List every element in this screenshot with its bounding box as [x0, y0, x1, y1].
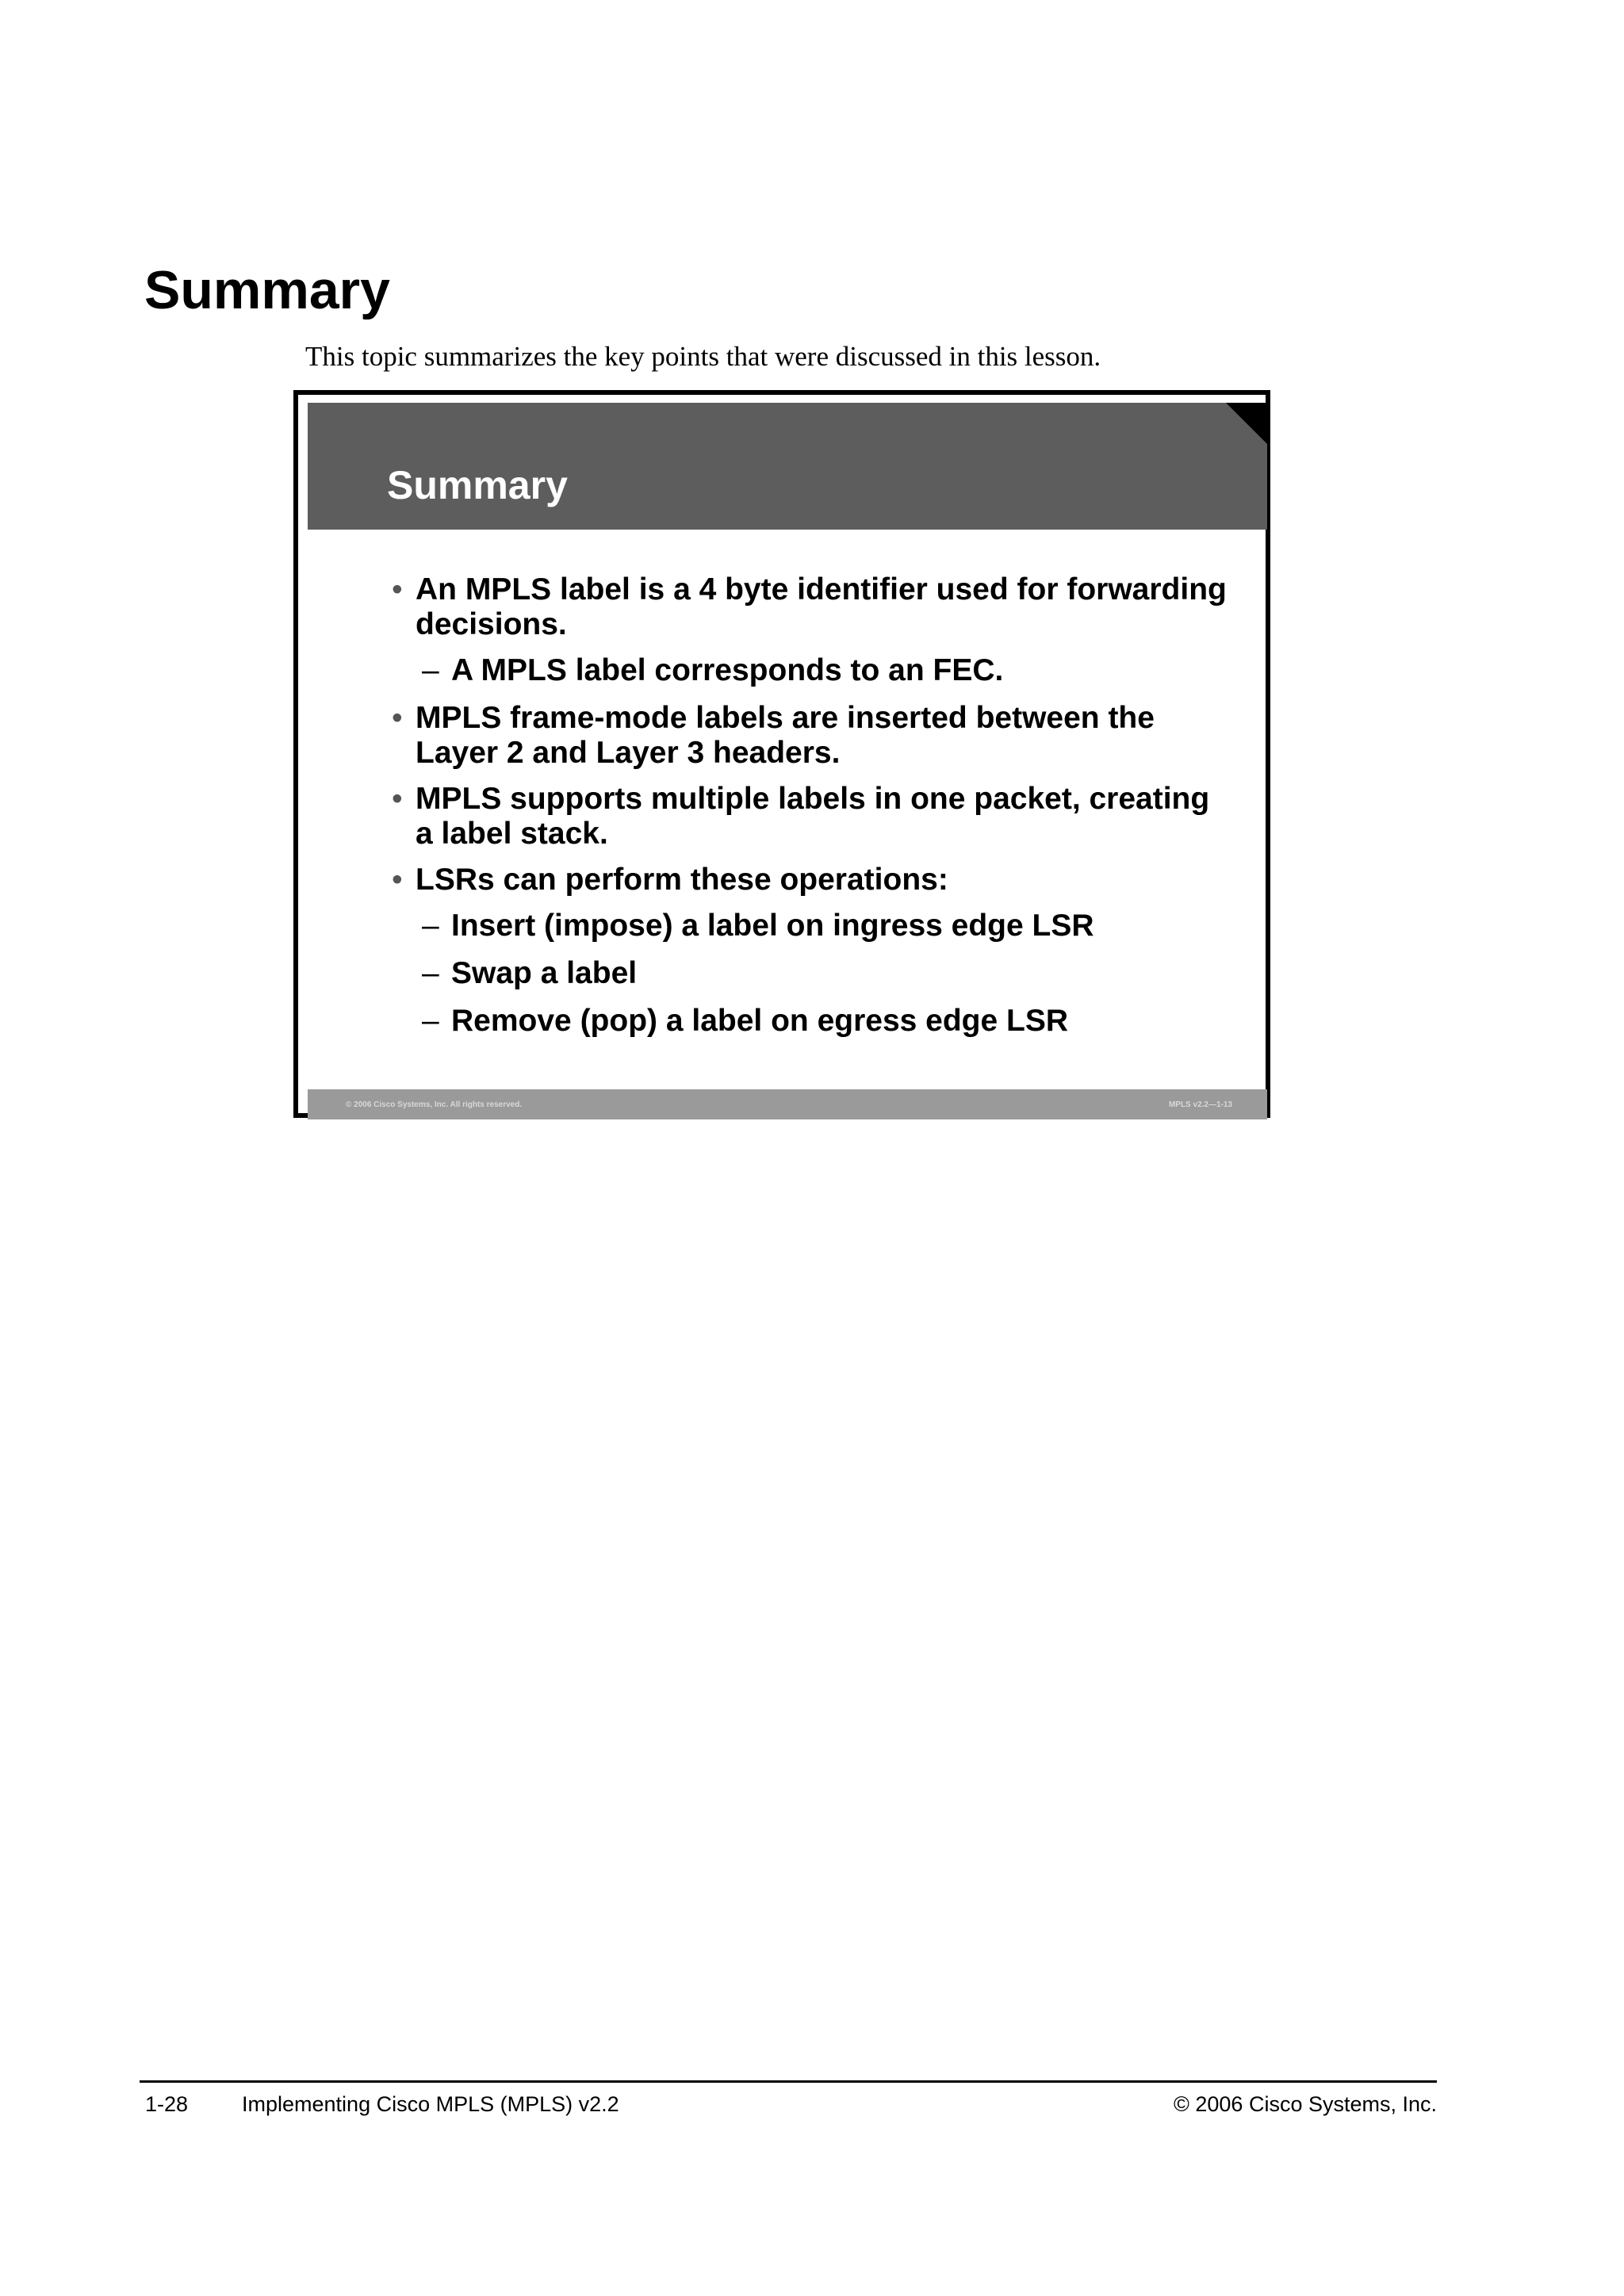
slide-frame	[293, 390, 1270, 1118]
slide-bullet-list	[392, 572, 1232, 1051]
dash-icon: –	[422, 653, 439, 687]
bullet-text: MPLS frame-mode labels are inserted between the Layer 2 and Layer 3 headers.	[416, 701, 1155, 770]
bullet-text: LSRs can perform these operations:	[416, 863, 948, 897]
sub-bullet-text: Insert (impose) a label on ingress edge LSR	[451, 909, 1094, 943]
corner-triangle-icon	[1226, 403, 1267, 444]
slide-header	[308, 403, 1267, 530]
slide-footer-copyright: © 2006 Cisco Systems, Inc. All rights reserved.	[346, 1100, 523, 1109]
sub-bullet-item	[392, 909, 1232, 943]
bullet-icon: •	[392, 572, 403, 607]
footer-course-title: Implementing Cisco MPLS (MPLS) v2.2	[242, 2092, 619, 2116]
footer-page-number: 1-28	[145, 2092, 189, 2116]
bullet-text: An MPLS label is a 4 byte identifier used for forwarding decisions.	[416, 572, 1227, 641]
sub-bullet-item	[392, 653, 1232, 688]
dash-icon: –	[422, 1004, 439, 1038]
intro-text: This topic summarizes the key points that were discussed in this lesson.	[305, 341, 1101, 372]
sub-bullet-item	[392, 956, 1232, 991]
footer-rule	[140, 2080, 1437, 2083]
sub-bullet-text: A MPLS label corresponds to an FEC.	[451, 653, 1004, 687]
dash-icon: –	[422, 909, 439, 943]
slide-footer-id: MPLS v2.2—1-13	[1168, 1100, 1232, 1109]
bullet-icon: •	[392, 863, 403, 897]
bullet-item	[392, 782, 1232, 851]
bullet-text: MPLS supports multiple labels in one packet, creating a label stack.	[416, 782, 1210, 851]
sub-bullet-text: Remove (pop) a label on egress edge LSR	[451, 1004, 1069, 1038]
dash-icon: –	[422, 956, 439, 990]
footer-copyright: © 2006 Cisco Systems, Inc.	[1173, 2092, 1437, 2116]
page-heading: Summary	[144, 260, 390, 320]
bullet-item	[392, 701, 1232, 771]
slide-title: Summary	[387, 463, 568, 507]
bullet-item	[392, 863, 1232, 897]
bullet-icon: •	[392, 701, 403, 735]
bullet-item	[392, 572, 1232, 642]
bullet-icon: •	[392, 782, 403, 816]
sub-bullet-text: Swap a label	[451, 956, 638, 990]
sub-bullet-item	[392, 1004, 1232, 1039]
slide-footer	[308, 1089, 1267, 1119]
